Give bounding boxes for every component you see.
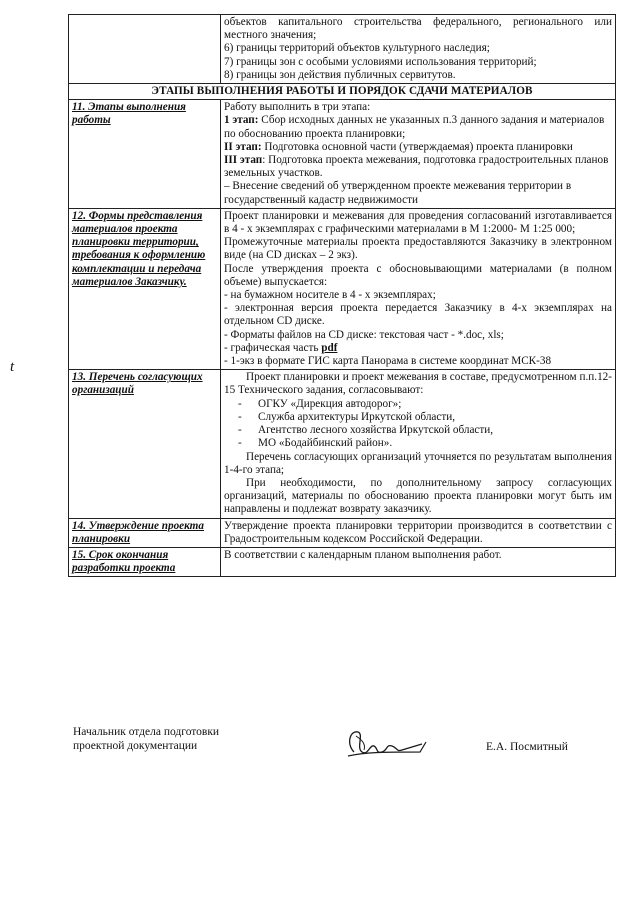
section-header-row (69, 84, 616, 100)
signer-name: Е.А. Посмитный (486, 741, 568, 753)
stage-1-heading: 1 этап: (224, 114, 259, 127)
row-11-content (221, 100, 616, 209)
row-11-stage-2 (224, 141, 612, 154)
row-13-p3: При необходимости, по дополнительному запросу согласующих организаций, материалы по обоснованию проекта планировки могут быть им направлены и подлежат возврату заказчику. (224, 476, 612, 516)
row-12 (69, 208, 616, 369)
stage-2-heading: II этап: (224, 140, 262, 153)
row-11-extra: – Внесение сведений об утвержденном проекте межевания территории в государственный кадастр недвижимости (224, 180, 572, 206)
row-12-p1: Проект планировки и межевания для проведения согласований изготавливается в 4 - х экземплярах с графическими материалами в М 1:2000- М 1:25 000; (224, 209, 612, 236)
row-12-p8: - 1-экз в формате ГИС карта Панорама в системе координат МСК-38 (224, 355, 552, 368)
row-14 (69, 518, 616, 547)
row-14-label: 14. Утверждение проекта планировки (69, 518, 221, 547)
stage-3-text: : Подготовка проекта межевания, подготовка градостроительных планов земельных участков. (224, 154, 609, 180)
continued-line: 6) границы территорий объектов культурного наследия; (224, 42, 490, 55)
row-13-p2: Перечень согласующих организаций уточняется по результатам выполнения 1-4-го этапа; (224, 450, 612, 476)
org-list-item: - МО «Бодайбинский район». (238, 437, 393, 450)
row-13-intro: Проект планировки и проект межевания в составе, предусмотренном п.п.12-15 Технического задания, согласовывают: (224, 371, 612, 397)
stage-3-heading: III этап (224, 154, 263, 167)
row-14-content: Утверждение проекта планировки территории производится в соответствии с Градостроительным кодексом Российской Федерации. (221, 518, 616, 547)
org-name: Агентство лесного хозяйства Иркутской области, (258, 424, 494, 437)
row-12-p3: После утверждения проекта с обосновывающими материалами (в полном объеме) выпускается: (224, 262, 612, 288)
org-list-item: - Служба архитектуры Иркутской области, (238, 410, 456, 423)
signer-title (73, 725, 219, 753)
row-11-intro: Работу выполнить в три этапа: (224, 101, 371, 114)
row-15-label: 15. Срок окончания разработки проекта (69, 547, 221, 576)
row-12-p7 (224, 342, 612, 355)
row-12-p2: Промежуточные материалы проекта предоставляются Заказчику в электронном виде (на CD дисках – 2 экз). (224, 236, 612, 262)
row-12-p4: - на бумажном носителе в 4 - х экземплярах; (224, 289, 436, 302)
row-15-content: В соответствии с календарным планом выполнения работ. (221, 547, 616, 576)
continued-line: объектов капитального строительства федерального, регионального или местного значения; (224, 16, 612, 42)
graphics-format-label: - графическая часть (224, 341, 322, 354)
row-11-stage-3 (224, 154, 612, 180)
org-list-item: - ОГКУ «Дирекция автодорог»; (238, 397, 402, 410)
section-title: ЭТАПЫ ВЫПОЛНЕНИЯ РАБОТЫ И ПОРЯДОК СДАЧИ МАТЕРИАЛОВ (69, 84, 616, 100)
handwritten-signature-icon (336, 722, 436, 762)
signer-title-line-2: проектной документации (73, 740, 198, 752)
row-12-p5: - электронная версия проекта передается Заказчику в 4-х экземплярах на отдельном CD диске. (224, 302, 612, 328)
terms-of-reference-table (68, 14, 616, 577)
continued-row (69, 15, 616, 84)
continued-line: 8) границы зон действия публичных сервитутов. (224, 68, 456, 81)
row-12-label: 12. Формы представления материалов проекта планировки территории, требования к оформлению комплектации и передача материалов Заказчику. (69, 208, 221, 369)
continued-label-cell (69, 15, 221, 84)
stage-2-text: Подготовка основной части (утверждаемая) проекта планировки (261, 140, 573, 153)
row-12-p6: - Форматы файлов на CD диске: текстовая част - *.doc, xls; (224, 328, 504, 341)
row-13-label: 13. Перечень согласующих организаций (69, 370, 221, 518)
row-11 (69, 100, 616, 209)
signer-title-line-1: Начальник отдела подготовки (73, 726, 220, 738)
row-11-stage-1 (224, 114, 612, 140)
row-15 (69, 547, 616, 576)
org-name: МО «Бодайбинский район». (258, 437, 393, 450)
continued-line: 7) границы зон с особыми условиями использования территорий; (224, 55, 537, 68)
stage-1-text: Сбор исходных данных не указанных п.3 данного задания и материалов по обоснованию проекта планировки; (224, 114, 605, 140)
org-name: Служба архитектуры Иркутской области, (258, 410, 456, 423)
org-name: ОГКУ «Дирекция автодорог»; (258, 397, 402, 410)
org-list-item: - Агентство лесного хозяйства Иркутской области, (238, 424, 494, 437)
graphics-format-value: pdf (321, 341, 338, 354)
row-11-label: 11. Этапы выполнения работы (69, 100, 221, 209)
row-12-content (221, 208, 616, 369)
margin-mark: t (10, 359, 15, 375)
row-13 (69, 370, 616, 518)
row-13-content (221, 370, 616, 518)
continued-text-cell (221, 15, 616, 84)
